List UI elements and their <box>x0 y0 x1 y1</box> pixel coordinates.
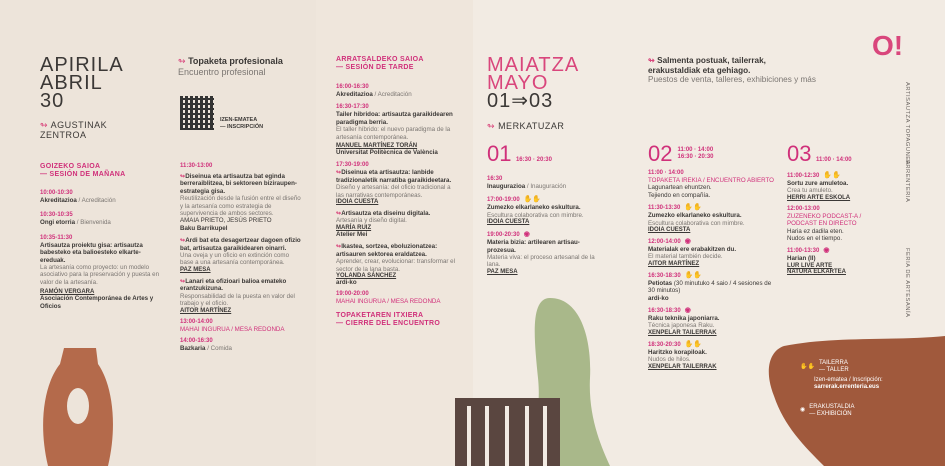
closing <box>336 312 460 329</box>
org: Asociación Contemporánea de Artes y Oficios <box>40 295 154 310</box>
time: 11:30-13:30 <box>648 205 681 212</box>
arrow-icon: ↬ <box>178 56 186 66</box>
session-line: — SESIÓN DE MAÑANA <box>40 171 126 179</box>
meal <box>180 338 302 352</box>
pro-subtitle: Encuentro profesional <box>178 67 266 77</box>
title-line: ABRIL <box>40 72 103 94</box>
time: 10:30-10:35 <box>40 212 73 219</box>
april-title <box>40 56 124 110</box>
talk <box>40 235 160 310</box>
headline-eu: Salmenta postuak, tailerrak, erakustaldiak eta gehiago. <box>648 56 766 75</box>
eye-icon: ◉ <box>800 407 806 414</box>
talk-desc: Reutilización desde la fusión entre el diseño y la artesanía como estrategia de supervivencia de ambos sectores. <box>180 195 301 218</box>
item-desc: Escultura colaborativa con mimbre. <box>487 211 584 219</box>
speaker: IDOIA CUESTA <box>648 227 691 234</box>
side-label: ERRENTERIA <box>904 160 910 203</box>
time: 18:30-20:30 <box>648 341 681 348</box>
item-desc: Escultura colaborativa con mimbre. <box>648 219 745 227</box>
talk-desc: El taller híbrido: el nuevo paradigma de la artesanía contemporánea. <box>336 126 451 141</box>
time: 12:00-14:00 <box>648 239 681 246</box>
speaker: IDOIA CUESTA <box>336 199 379 206</box>
item-title: Haritzko korapiloak. <box>648 348 707 356</box>
legend-line: TAILERRA <box>818 360 848 366</box>
list-item <box>648 238 774 267</box>
day-2 <box>648 141 774 375</box>
venue-line: AGUSTINAK <box>50 120 108 130</box>
list-item <box>40 212 160 226</box>
round-table-label: MAHAI INGURUA / MESA REDONDA <box>336 298 441 306</box>
talk: ↬Ardi bat eta desagertzear dagoen ofizio bat, artisautza garaikidearen oinarri. Una oveja y un oficio en extinción como base a una artesanía contemporánea. PAZ MESA <box>180 237 301 273</box>
item-title: ZUZENEKO PODCAST-A / PODCAST EN DIRECTO <box>787 212 862 228</box>
talk: ↬Lanari eta ofizioari balioa emateko erantzukizuna. Responsabilidad de la puesta en valor del trabajo y el oficio. AITOR MARTÍNEZ <box>180 278 302 314</box>
time: 11:00-13:30 <box>787 248 820 255</box>
time: 11:00-12:30 <box>787 173 820 179</box>
legend-line: — TALLER <box>818 367 849 374</box>
side-label: ARTISAUTZA TOPAGUNEA <box>904 82 910 166</box>
time: 14:00-16:30 <box>180 337 213 344</box>
logo: O! <box>872 30 904 61</box>
venue-line: ZENTROA <box>40 130 87 140</box>
list-item <box>40 190 160 204</box>
talk-title: Tailer hibridoa: artisautza garaikidearen paradigma berria. <box>336 111 453 126</box>
talk-title: Diseinua eta artisautza: lanbide tradizionaletik narratiba garaikideetara. <box>336 169 452 184</box>
talk-desc: Aprender, crear, evolucionar: transformar el sector de la lana basta. <box>336 258 455 273</box>
workshop-icon: ✋✋ <box>684 340 703 348</box>
signup-label: Izen-ematea / Inscripción: <box>814 376 883 383</box>
item-title: Materialak ere erabakitzen du. <box>648 246 737 254</box>
item-title: TOPAKETA IREKIA / ENCUENTRO ABIERTO <box>648 177 774 184</box>
round-table <box>180 319 302 333</box>
eye-icon: ◉ <box>684 307 691 315</box>
org: Universitat Politècnica de València <box>336 149 438 157</box>
time: 16:30 <box>487 176 503 182</box>
list-item <box>787 247 887 274</box>
talk: ↬Ikastea, sortzea, eboluzionatzea: artisauren sektorea eraldatzea. Aprender, crear, evolucionar: transformar el sector de la lana basta. YOLANDA SÁNCHEZ ardi-ko <box>336 243 460 286</box>
item-sub: / Bienvenida <box>75 219 111 227</box>
day-hours: 11:00 · 14:00 <box>815 157 852 163</box>
time: 13:00-14:00 <box>180 318 213 325</box>
speaker: MARÍA RUIZ <box>336 224 372 231</box>
item-title: Zumezko elkarlaneko eskultura. <box>487 204 581 212</box>
dates: 01⇒03 <box>487 90 554 112</box>
list-item <box>648 170 774 199</box>
talk-title: Artisautza proiektu gisa: artisautza babesteko eta balioesteko elkarte-ereduak. <box>40 241 143 264</box>
time: 17:00-19:00 <box>487 197 520 204</box>
talk-title: Diseinua eta artisautza bat eginda berreraiblitzea, bi sektoreen biziraupen-estrategia gisa. <box>180 173 297 195</box>
talk-title: Artisautza eta diseinu digitala. <box>341 210 431 218</box>
legend <box>800 360 883 418</box>
item-desc: (30 minutuko 4 saio / 4 sesiones de 30 minutos) <box>648 279 772 295</box>
day-number: 01 <box>487 141 512 166</box>
signup-link[interactable]: sarrerak.errenteria.eus <box>814 384 880 391</box>
title-line: APIRILA <box>40 54 124 76</box>
talk-desc: Diseño y artesanía: del oficio tradicional a las narrativas contemporáneas. <box>336 184 451 199</box>
item-title: Harian (II) <box>787 255 816 263</box>
item-sub: / Acreditación <box>372 91 412 98</box>
morning-list <box>40 190 160 315</box>
talk-desc: Una oveja y un oficio en extinción como base a una artesanía contemporánea. <box>180 252 290 267</box>
item-desc: Técnica japonesa Raku. <box>648 322 715 330</box>
item-desc: Materia viva: el proceso artesanal de la lana. <box>487 254 595 269</box>
round-table-label: MAHAI INGURUA / MESA REDONDA <box>180 325 285 333</box>
speaker: PAZ MESA <box>180 266 211 273</box>
item-sub: / Inauguración <box>525 183 567 190</box>
time: 16:30-18:30 <box>648 272 681 279</box>
eye-icon: ◉ <box>823 247 830 255</box>
may-venue <box>487 121 564 132</box>
item-title: Materia bizia: artilearen artisau-prozesua. <box>487 239 580 254</box>
list-item <box>787 172 887 201</box>
talk-title: Ardi bat eta desagertzear dagoen ofizio bat, artisautza garaikidearen oinarri. <box>180 237 301 252</box>
qr-label-line: — INSCRIPCIÓN <box>220 124 264 130</box>
speaker: YOLANDA SÁNCHEZ <box>336 272 397 279</box>
list-item <box>336 84 460 98</box>
arrow-icon: ↬ <box>487 121 496 131</box>
workshop-icon: ✋✋ <box>800 363 815 370</box>
item-title: Ongi etorria <box>40 219 76 227</box>
meal-eu: Bazkaria <box>180 344 206 352</box>
closing-line: — CIERRE DEL ENCUENTRO <box>336 320 441 328</box>
item-title: Petiotas <box>648 279 673 287</box>
time: 10:00-10:30 <box>40 190 73 196</box>
time: 11:00 · 14:00 <box>648 170 684 176</box>
may-title <box>487 56 579 110</box>
time: 17:30-19:00 <box>336 162 369 169</box>
item-title: Raku teknika japoniarra. <box>648 315 720 323</box>
talk-desc: Artesanía y diseño digital. <box>336 217 407 225</box>
workshop-icon: ✋✋ <box>523 196 542 204</box>
item-title: Akreditazioa <box>336 91 373 98</box>
speaker: XENPELAR TAILERRAK <box>648 363 717 370</box>
org: ardi-ko <box>648 294 669 302</box>
talk-title: Lanari eta ofizioari balioa emateko erantzukizuna. <box>180 277 287 293</box>
venue-name: MERKATUZAR <box>498 121 565 131</box>
title-line: MAYO <box>487 72 549 94</box>
headline-es: Puestos de venta, talleres, exhibiciones y más <box>648 75 816 84</box>
speaker: AITOR MARTÍNEZ <box>648 260 700 267</box>
speaker: RAMÓN VERGARA <box>40 289 95 296</box>
afternoon-session <box>336 56 424 73</box>
talk: ↬Diseinua eta artisautza: lanbide tradizionaletik narratiba garaikideetara. Diseño y artesanía: del oficio tradicional a las narrativas contemporáneas. IDOIA CUESTA <box>336 169 460 205</box>
pro-title: Topaketa profesionala <box>188 56 283 66</box>
speaker: PAZ MESA <box>487 268 518 275</box>
afternoon-list <box>336 84 460 329</box>
time: 19:00-20:30 <box>487 232 520 239</box>
vase-shape <box>38 344 116 466</box>
talk <box>336 104 460 156</box>
speaker: LUR LIVE ARTE NATURA ELKARTEA <box>787 262 846 275</box>
qr-label-line: IZEN-EMATEA <box>220 117 258 123</box>
day-number: 03 <box>787 141 812 166</box>
day-hours: 11:00 · 14:00 16:30 · 20:30 <box>677 147 714 160</box>
item-desc: Lagunartean ehuntzen. Tejiendo en compañía. <box>648 184 712 199</box>
closing-line: TOPAKETAREN ITXIERA <box>336 311 424 319</box>
speaker: HERRI ARTE ESKOLA <box>787 194 851 201</box>
item-desc: El material también decide. <box>648 253 723 261</box>
item-desc: Crea tu amuleto. <box>787 187 833 195</box>
side-label: FERIA DE ARTESANÍA <box>904 248 910 318</box>
talk-title: Ikastea, sortzea, eboluzionatzea: artisauren sektorea eraldatzea. <box>336 243 438 258</box>
time: 16:00-16:30 <box>336 84 369 90</box>
speaker: AMAIA PRIETO, JESÚS PRIETO <box>180 217 272 225</box>
speaker: XENPELAR TAILERRAK <box>648 329 717 336</box>
list-item <box>648 204 774 233</box>
list-item <box>487 196 595 225</box>
pro-list <box>180 163 302 357</box>
speaker: AITOR MARTÍNEZ <box>180 307 232 314</box>
basket-shape <box>455 398 560 466</box>
list-item <box>487 176 595 190</box>
talk: ↬Diseinua eta artisautza bat eginda berreraiblitzea, bi sektoreen biziraupen-estrategia gisa. Reutilización desde la fusión entre el diseño y la artesanía como estrategia de supervivencia de ambos sectores. AMAIA PRIETO, JESÚS PRIETO Baku Barrikupel <box>180 173 301 232</box>
item-title: Zumezko elkarlaneko eskultura. <box>648 212 742 220</box>
org: Atelier Mei <box>336 230 368 238</box>
meal-es: / Comida <box>205 344 232 352</box>
time: 12:00-13:00 <box>787 205 820 212</box>
may-headline: ↬ Salmenta postuak, tailerrak, erakustaldiak eta gehiago. Puestos de venta, talleres, exhibiciones y más <box>648 56 818 85</box>
day-1 <box>487 141 595 280</box>
time: 16:30-18:30 <box>648 308 681 315</box>
day-number: 02 <box>648 141 673 166</box>
list-item <box>648 272 774 302</box>
session-line: ARRATSALDEKO SAIOA <box>336 56 424 63</box>
list-item <box>787 206 887 243</box>
item-title: Akreditazioa <box>40 197 77 204</box>
time: 16:30-17:30 <box>336 104 369 111</box>
talk-desc: Responsabilidad de la puesta en valor del trabajo y el oficio. <box>180 292 295 308</box>
workshop-icon: ✋✋ <box>684 271 703 279</box>
list-item <box>487 231 595 275</box>
org: Baku Barrikupel <box>180 224 228 232</box>
title-line: 30 <box>40 90 65 112</box>
time: 10:35-11:30 <box>40 234 73 241</box>
talk-desc: La artesanía como proyecto: un modelo asociativo para la preservación y puesta en valor de la artesanía. <box>40 264 160 286</box>
item-desc: Nudos de hilos. <box>648 356 691 364</box>
workshop-icon: ✋✋ <box>823 172 841 179</box>
day-3 <box>787 141 887 280</box>
workshop-icon: ✋✋ <box>684 204 702 212</box>
eye-icon: ◉ <box>523 231 530 239</box>
qr-code[interactable] <box>180 96 214 130</box>
day-hours: 16:30 · 20:30 <box>515 157 552 163</box>
legend-line: — EXHIBICIÓN <box>809 411 852 418</box>
pro-heading <box>178 56 283 77</box>
time: 11:30-13:00 <box>180 163 213 169</box>
talk: ↬Artisautza eta diseinu digitala. Artesanía y diseño digital. MARÍA RUIZ Atelier Mei <box>336 210 460 238</box>
legend-line: ERAKUSTALDIA <box>809 403 855 410</box>
speaker: IDOIA CUESTA <box>487 219 530 226</box>
round-table <box>336 291 460 305</box>
arrow-icon: ↬ <box>40 120 49 130</box>
title-line: MAIATZA <box>487 54 580 76</box>
session-line: GOIZEKO SAIOA <box>40 163 101 170</box>
venue <box>40 120 107 140</box>
list-item <box>648 307 774 336</box>
item-title: Sortu zure amuletoa. <box>787 180 849 187</box>
item-title: Inaugurazioa <box>487 183 526 190</box>
morning-session <box>40 163 126 180</box>
qr-label <box>220 117 263 131</box>
list-item <box>648 341 774 370</box>
time: 19:00-20:00 <box>336 291 369 298</box>
item-sub: / Acreditación <box>76 197 116 204</box>
speaker: MANUEL MARTÍNEZ TORÁN <box>336 143 418 150</box>
eye-icon: ◉ <box>684 238 691 246</box>
org: ardi-ko <box>336 278 357 286</box>
session-line: — SESIÓN DE TARDE <box>336 64 414 72</box>
item-desc: Haria ez dadila eten. Nudos en el tiempo. <box>787 227 844 243</box>
